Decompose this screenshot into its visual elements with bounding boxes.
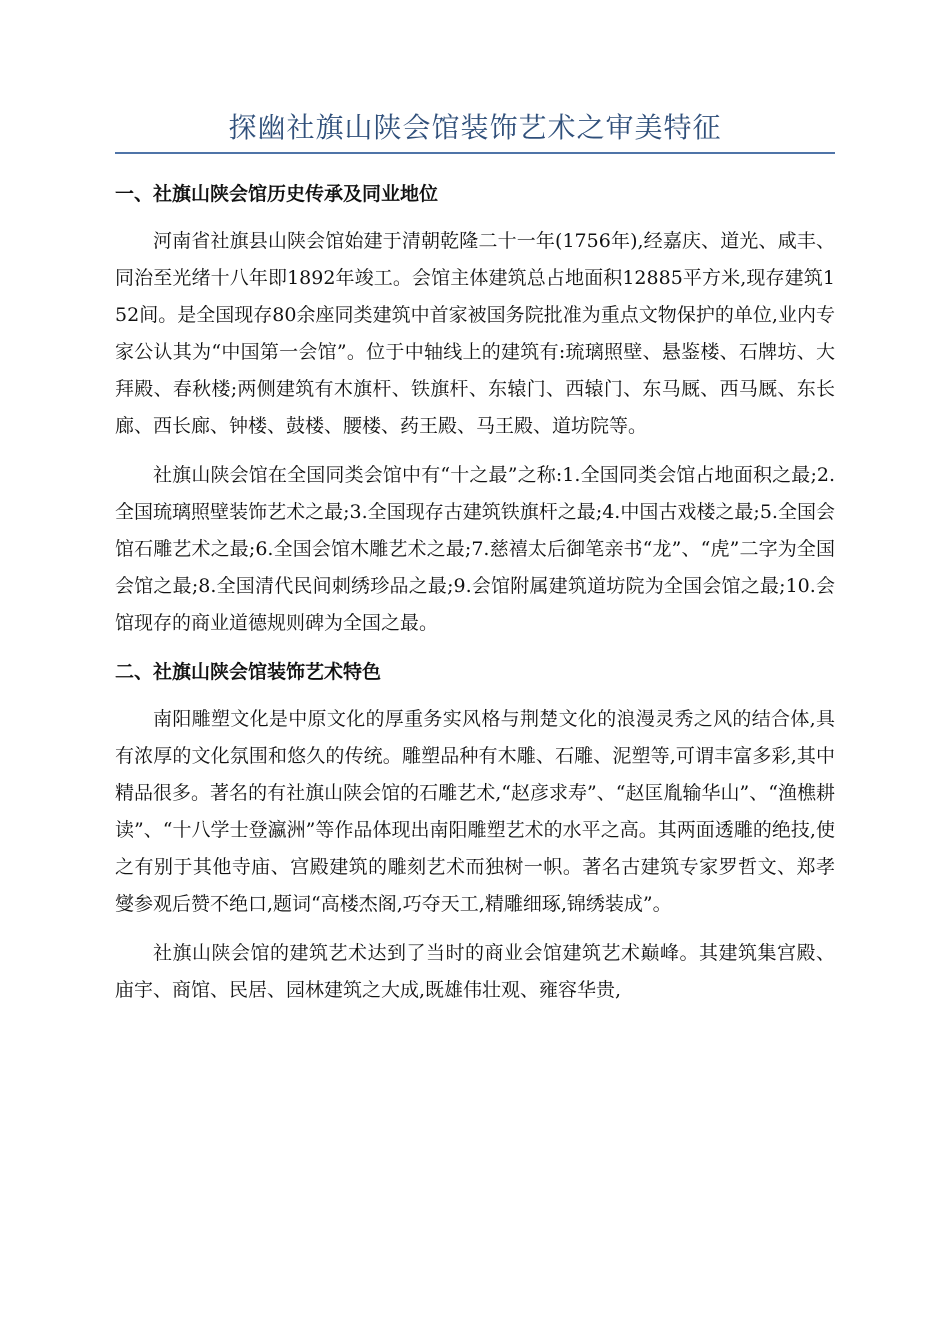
section-heading-decorative-art: 二、社旗山陕会馆装饰艺术特色	[115, 661, 382, 683]
paragraph-ten-superlatives: 社旗山陕会馆在全国同类会馆中有“十之最”之称:1.全国同类会馆占地面积之最;2.全国琉璃照壁装饰艺术之最;3.全国现存古建筑铁旗杆之最;4.中国古戏楼之最;5.全国会馆石雕艺术之最;6.全国会馆木雕艺术之最;7.慈禧太后御笔亲书“龙”、“虎”二字为全国会馆之最;8.全国清代民间刺绣珍品之最;9.会馆附属建筑道坊院为全国会馆之最;10.会馆现存的商业道德规则碑为全国之最。	[115, 464, 835, 634]
paragraph-nanyang-sculpture: 南阳雕塑文化是中原文化的厚重务实风格与荆楚文化的浪漫灵秀之风的结合体,具有浓厚的文化氛围和悠久的传统。雕塑品种有木雕、石雕、泥塑等,可谓丰富多彩,其中精品很多。著名的有社旗山陕会馆的石雕艺术,“赵彦求寿”、“赵匡胤输华山”、“渔樵耕读”、“十八学士登瀛洲”等作品体现出南阳雕塑艺术的水平之高。其两面透雕的绝技,使之有别于其他寺庙、宫殿建筑的雕刻艺术而独树一帜。著名古建筑专家罗哲文、郑孝燮参观后赞不绝口,题词“高楼杰阁,巧夺天工,精雕细琢,锦绣装成”。	[115, 708, 835, 915]
document-title: 探幽社旗山陕会馆装饰艺术之审美特征	[228, 111, 722, 144]
document-body	[115, 176, 835, 1009]
title-underline	[115, 152, 835, 154]
paragraph-architecture-art: 社旗山陕会馆的建筑艺术达到了当时的商业会馆建筑艺术巅峰。其建筑集宫殿、庙宇、商馆、民居、园林建筑之大成,既雄伟壮观、雍容华贵,	[115, 942, 835, 1001]
section-heading-history: 一、社旗山陕会馆历史传承及同业地位	[115, 183, 439, 205]
paragraph-history-overview: 河南省社旗县山陕会馆始建于清朝乾隆二十一年(1756年),经嘉庆、道光、咸丰、同治至光绪十八年即1892年竣工。会馆主体建筑总占地面积12885平方米,现存建筑152间。是全国现存80余座同类建筑中首家被国务院批准为重点文物保护的单位,业内专家公认其为“中国第一会馆”。位于中轴线上的建筑有:琉璃照壁、悬鉴楼、石牌坊、大拜殿、春秋楼;两侧建筑有木旗杆、铁旗杆、东辕门、西辕门、东马厩、西马厩、东长廊、西长廊、钟楼、鼓楼、腰楼、药王殿、马王殿、道坊院等。	[115, 230, 835, 437]
